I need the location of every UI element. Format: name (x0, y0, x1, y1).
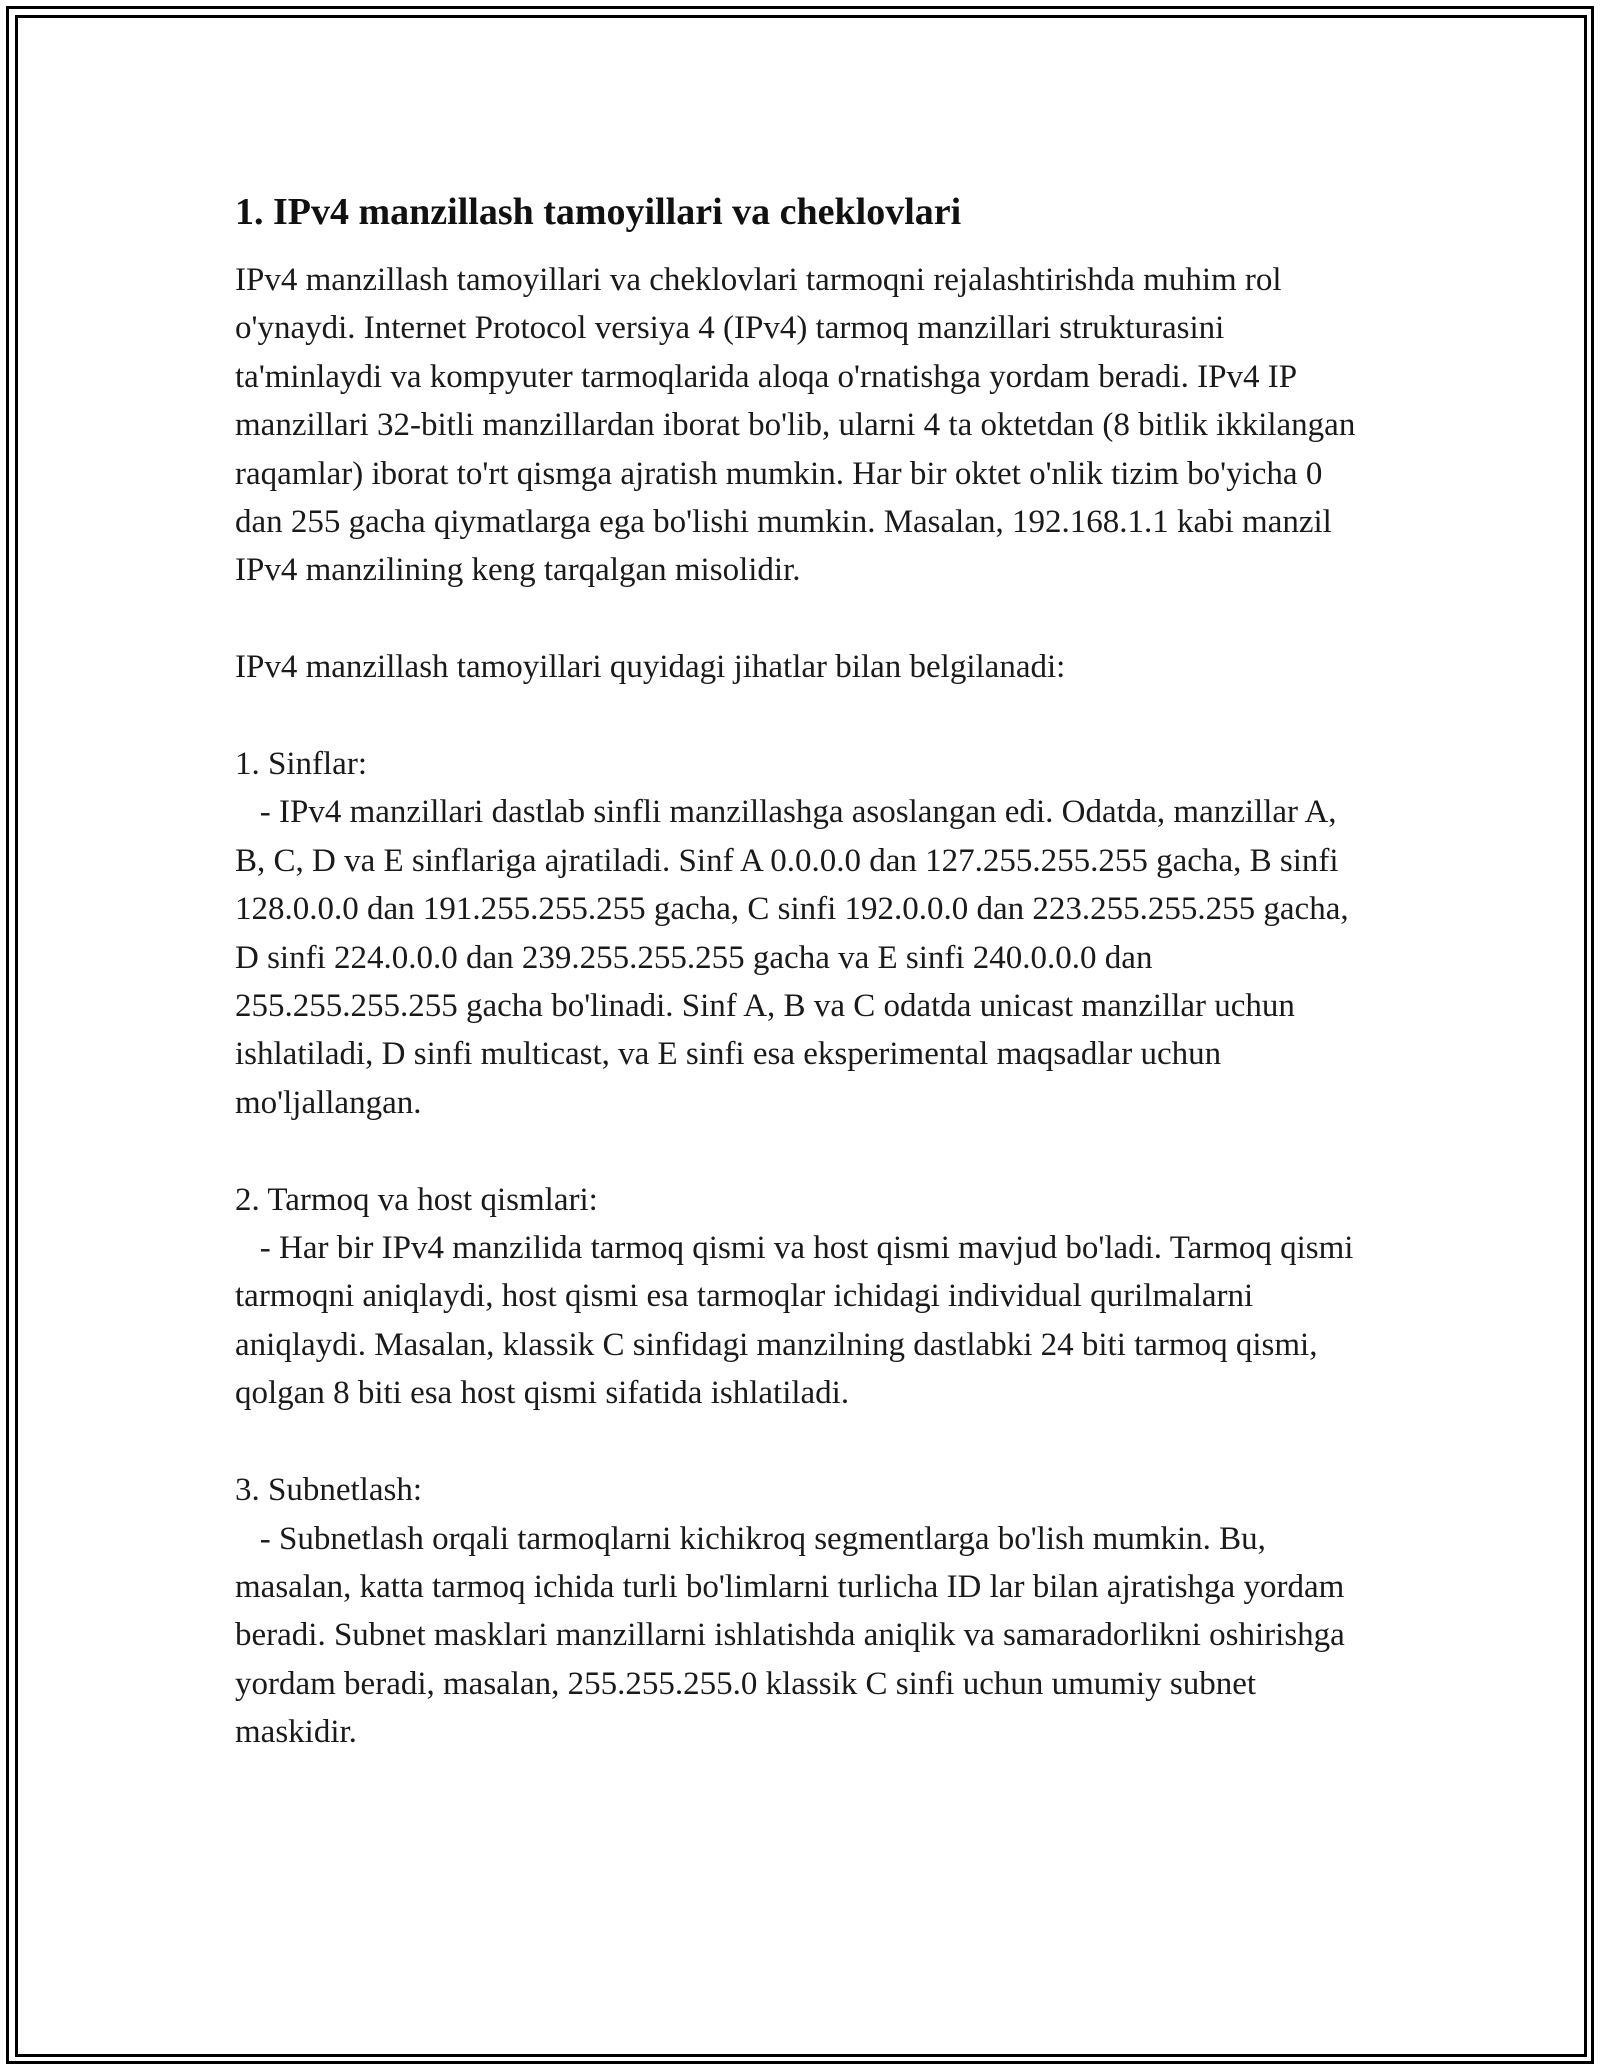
section-heading-subnetlash: 3. Subnetlash: (235, 1472, 422, 1509)
section-heading-tarmoq-host: 2. Tarmoq va host qismlari: (235, 1181, 598, 1218)
paragraph-gap (235, 692, 1375, 740)
paragraph-gap (235, 1418, 1375, 1466)
paragraph-gap (235, 595, 1375, 643)
intro-paragraph: IPv4 manzillash tamoyillari va cheklovlari tarmoqni rejalashtirishda muhim rol o'ynaydi. Internet Protocol versiya 4 (IPv4) tarmoq manzillari strukturasini ta'minlaydi va kompyuter tarmoqlarida aloqa o'rnatishga yordam beradi. IPv4 IP manzillari 32-bitli manzillardan iborat bo'lib, ularni 4 ta oktetdan (8 bitlik ikkilangan raqamlar) iborat to'rt qismga ajratish mumkin. Har bir oktet o'nlik tizim bo'yicha 0 dan 255 gacha qiymatlarga ega bo'lishi mumkin. Masalan, 192.168.1.1 kabi manzil IPv4 manzilining keng tarqalgan misolidir. (235, 262, 1364, 589)
lead-paragraph: IPv4 manzillash tamoyillari quyidagi jihatlar bilan belgilanadi: (235, 649, 1066, 686)
document-title: 1. IPv4 manzillash tamoyillari va cheklovlari (235, 191, 962, 233)
section-body-sinflar: - IPv4 manzillari dastlab sinfli manzillashga asoslangan edi. Odatda, manzillar A, B, C, D va E sinflariga ajratiladi. Sinf A 0.0.0.0 dan 127.255.255.255 gacha, B sinfi 128.0.0.0 dan 191.255.255.255 gacha, C sinfi 192.0.0.0 dan 223.255.255.255 gacha, D sinfi 224.0.0.0 dan 239.255.255.255 gacha va E sinfi 240.0.0.0 dan 255.255.255.255 gacha bo'linadi. Sinf A, B va C odatda unicast manzillar uchun ishlatiladi, D sinfi multicast, va E sinfi esa eksperimental maqsadlar uchun mo'ljallangan. (235, 794, 1357, 1121)
paragraph-gap (235, 1127, 1375, 1175)
document-body (235, 188, 1375, 1757)
section-heading-sinflar: 1. Sinflar: (235, 746, 367, 783)
section-body-tarmoq-host: - Har bir IPv4 manzilida tarmoq qismi va host qismi mavjud bo'ladi. Tarmoq qismi tarmoqni aniqlaydi, host qismi esa tarmoqlar ichidagi individual qurilmalarni aniqlaydi. Masalan, klassik C sinfidagi manzilning dastlabki 24 biti tarmoq qismi, qolgan 8 biti esa host qismi sifatida ishlatiladi. (235, 1230, 1362, 1412)
section-body-subnetlash: - Subnetlash orqali tarmoqlarni kichikroq segmentlarga bo'lish mumkin. Bu, masalan, katta tarmoq ichida turli bo'limlarni turlicha ID lar bilan ajratishga yordam beradi. Subnet masklari manzillarni ishlatishda aniqlik va samaradorlikni oshirishga yordam beradi, masalan, 255.255.255.0 klassik C sinfi uchun umumiy subnet maskidir. (235, 1520, 1354, 1751)
